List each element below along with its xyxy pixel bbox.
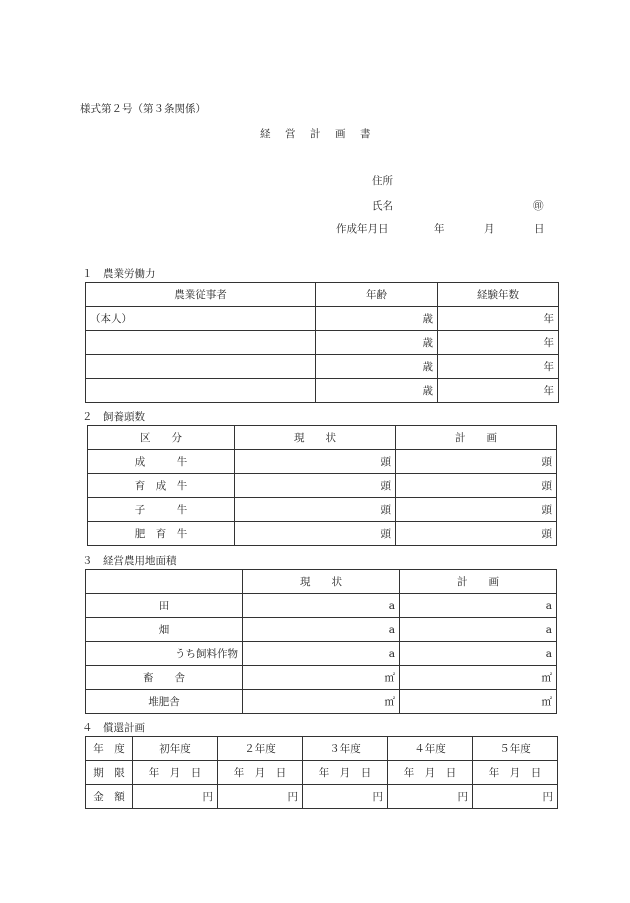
- col-plan: 計 画: [400, 570, 557, 594]
- table-row: [86, 379, 559, 403]
- col-plan: 計 画: [396, 426, 557, 450]
- year-header: ５年度: [473, 737, 558, 761]
- current-cell[interactable]: ㎡: [243, 690, 400, 714]
- current-cell[interactable]: 頭: [235, 450, 396, 474]
- livestock-label: 育 成 牛: [88, 474, 235, 498]
- current-cell[interactable]: a: [243, 618, 400, 642]
- table-row: [86, 690, 557, 714]
- section4-heading: ４ 償還計画: [82, 722, 145, 734]
- section1-heading: １ 農業労働力: [82, 268, 156, 280]
- experience-cell[interactable]: 年: [438, 307, 559, 331]
- worker-cell[interactable]: [86, 355, 316, 379]
- current-cell[interactable]: 頭: [235, 474, 396, 498]
- plan-cell[interactable]: 頭: [396, 522, 557, 546]
- plan-cell[interactable]: 頭: [396, 498, 557, 522]
- land-label: 畑: [86, 618, 243, 642]
- row-label-period: 期 限: [86, 761, 133, 785]
- col-experience: 経験年数: [438, 283, 559, 307]
- plan-cell[interactable]: a: [400, 642, 557, 666]
- col-category: 区 分: [88, 426, 235, 450]
- header-blank-cell: [86, 570, 243, 594]
- col-age: 年齢: [316, 283, 438, 307]
- land-label: うち飼料作物: [86, 642, 243, 666]
- table-row: [88, 474, 557, 498]
- age-cell[interactable]: 歳: [316, 355, 438, 379]
- table-row: [86, 642, 557, 666]
- current-cell[interactable]: a: [243, 594, 400, 618]
- seal-mark: ㊞: [533, 200, 544, 212]
- year-header: ４年度: [388, 737, 473, 761]
- year-header: ３年度: [303, 737, 388, 761]
- date-year-label: 年: [434, 223, 445, 235]
- table-row: [86, 355, 559, 379]
- period-cell[interactable]: 年 月 日: [388, 761, 473, 785]
- section2-heading: ２ 飼養頭数: [82, 411, 145, 423]
- plan-cell[interactable]: 頭: [396, 474, 557, 498]
- period-cell[interactable]: 年 月 日: [473, 761, 558, 785]
- current-cell[interactable]: 頭: [235, 498, 396, 522]
- table-row: [86, 594, 557, 618]
- table-row: [88, 522, 557, 546]
- labor-table: [85, 282, 559, 403]
- age-cell[interactable]: 歳: [316, 307, 438, 331]
- table-header-row: [86, 283, 559, 307]
- period-cell[interactable]: 年 月 日: [133, 761, 218, 785]
- livestock-label: 肥 育 牛: [88, 522, 235, 546]
- age-cell[interactable]: 歳: [316, 379, 438, 403]
- section3-heading: ３ 経営農用地面積: [82, 555, 177, 567]
- worker-cell[interactable]: （本人）: [86, 307, 316, 331]
- land-label: 田: [86, 594, 243, 618]
- form-number: 様式第２号（第３条関係）: [80, 103, 206, 115]
- table-row: [88, 498, 557, 522]
- farmland-table: [85, 569, 557, 714]
- plan-cell[interactable]: ㎡: [400, 690, 557, 714]
- date-day-label: 日: [534, 223, 545, 235]
- repayment-table: [85, 736, 558, 809]
- amount-cell[interactable]: 円: [218, 785, 303, 809]
- table-row: [86, 761, 558, 785]
- livestock-table: [87, 425, 557, 546]
- col-worker: 農業従事者: [86, 283, 316, 307]
- date-month-label: 月: [484, 223, 495, 235]
- address-label: 住所: [372, 175, 393, 187]
- year-header: ２年度: [218, 737, 303, 761]
- land-label: 畜 舎: [86, 666, 243, 690]
- current-cell[interactable]: a: [243, 642, 400, 666]
- table-row: [86, 331, 559, 355]
- table-header-row: [86, 570, 557, 594]
- worker-cell[interactable]: [86, 379, 316, 403]
- amount-cell[interactable]: 円: [133, 785, 218, 809]
- row-label-amount: 金 額: [86, 785, 133, 809]
- amount-cell[interactable]: 円: [303, 785, 388, 809]
- table-row: [86, 618, 557, 642]
- table-row: [86, 785, 558, 809]
- col-current: 現 状: [235, 426, 396, 450]
- experience-cell[interactable]: 年: [438, 379, 559, 403]
- page-title: 経 営 計 画 書: [260, 128, 373, 140]
- table-row: [86, 666, 557, 690]
- year-header: 初年度: [133, 737, 218, 761]
- livestock-label: 成 牛: [88, 450, 235, 474]
- age-cell[interactable]: 歳: [316, 331, 438, 355]
- plan-cell[interactable]: 頭: [396, 450, 557, 474]
- name-label: 氏名: [372, 200, 393, 212]
- period-cell[interactable]: 年 月 日: [218, 761, 303, 785]
- table-row: [86, 737, 558, 761]
- experience-cell[interactable]: 年: [438, 355, 559, 379]
- livestock-label: 子 牛: [88, 498, 235, 522]
- table-header-row: [88, 426, 557, 450]
- plan-cell[interactable]: ㎡: [400, 666, 557, 690]
- experience-cell[interactable]: 年: [438, 331, 559, 355]
- col-current: 現 状: [243, 570, 400, 594]
- current-cell[interactable]: 頭: [235, 522, 396, 546]
- table-row: [86, 307, 559, 331]
- land-label: 堆肥舎: [86, 690, 243, 714]
- plan-cell[interactable]: a: [400, 594, 557, 618]
- table-row: [88, 450, 557, 474]
- period-cell[interactable]: 年 月 日: [303, 761, 388, 785]
- plan-cell[interactable]: a: [400, 618, 557, 642]
- date-label: 作成年月日: [336, 223, 389, 235]
- amount-cell[interactable]: 円: [388, 785, 473, 809]
- amount-cell[interactable]: 円: [473, 785, 558, 809]
- worker-cell[interactable]: [86, 331, 316, 355]
- current-cell[interactable]: ㎡: [243, 666, 400, 690]
- row-label-year: 年 度: [86, 737, 133, 761]
